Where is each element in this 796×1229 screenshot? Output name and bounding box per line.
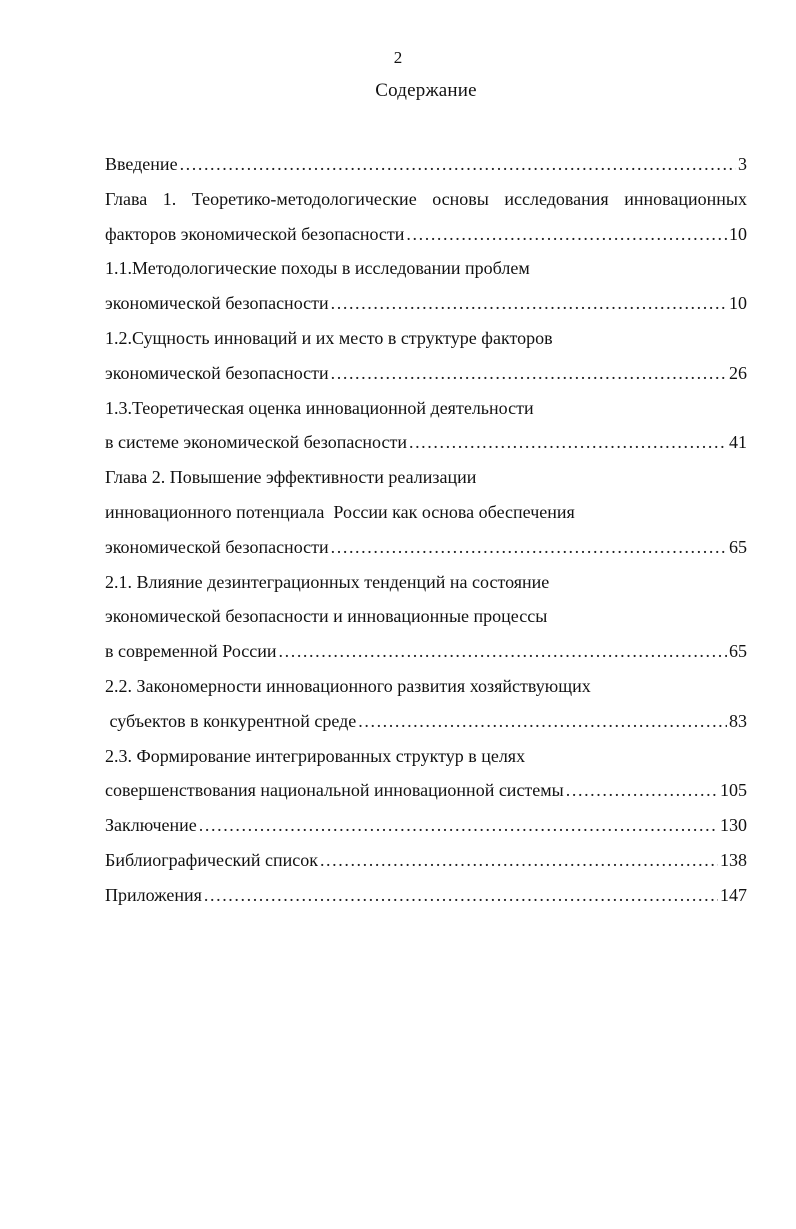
toc-entry-2-1-heading-cont: [105, 599, 747, 634]
toc-entry-appendices[interactable]: [105, 878, 747, 913]
toc-entry-chapter-1[interactable]: [105, 217, 747, 252]
toc-entry-text: факторов экономической безопасности: [105, 223, 405, 244]
toc-entry-text: 2.1. Влияние дезинтеграционных тенденций на состояние: [105, 571, 550, 592]
leader-dots: [566, 773, 718, 808]
toc-entry-1-3-heading: [105, 391, 747, 426]
toc-entry-text: субъектов в конкурентной среде: [105, 710, 357, 731]
toc-entry-text: 1.1.Методологические походы в исследовании проблем: [105, 258, 530, 279]
toc-entry-text: экономической безопасности и инновационные процессы: [105, 606, 548, 627]
toc-entry-2-1[interactable]: [105, 634, 747, 669]
toc-entry-text: экономической безопасности: [105, 362, 329, 383]
toc-word: исследования: [504, 188, 609, 209]
toc-entry-1-2[interactable]: [105, 356, 747, 391]
leader-dots: [204, 878, 718, 913]
toc-page-number: 65: [729, 536, 747, 557]
toc-entry-text: в системе экономической безопасности: [105, 432, 407, 453]
toc-page-number: 130: [720, 815, 747, 836]
leader-dots: [331, 530, 727, 565]
toc-entry-text: инновационного потенциала России как основа обеспечения: [105, 501, 575, 522]
leader-dots: [358, 704, 727, 739]
toc-page-number: 10: [729, 223, 747, 244]
leader-dots: [180, 147, 736, 182]
toc-page-number: 105: [720, 780, 747, 801]
toc-entry-2-1-heading: [105, 565, 747, 600]
toc-entry-text: Введение: [105, 154, 178, 174]
toc-entry-text: Глава 2. Повышение эффективности реализации: [105, 467, 477, 488]
toc-entry-2-2-heading: [105, 669, 747, 704]
toc-entry-text: 1.3.Теоретическая оценка инновационной деятельности: [105, 397, 534, 418]
toc-entry-chapter-1-heading[interactable]: [105, 182, 747, 217]
leader-dots: [279, 634, 727, 669]
toc-entry-bibliography[interactable]: [105, 843, 747, 878]
toc-entry-text: экономической безопасности: [105, 536, 329, 557]
toc-page-number: 3: [738, 154, 747, 174]
toc-word: Глава: [105, 188, 148, 209]
leader-dots: [409, 425, 727, 460]
table-of-contents: [105, 147, 747, 913]
page-title: Содержание: [375, 80, 477, 101]
toc-page-number: 65: [729, 641, 747, 662]
toc-entry-text: Библиографический список: [105, 849, 318, 870]
toc-entry-text: 2.2. Закономерности инновационного развития хозяйствующих: [105, 675, 591, 696]
toc-entry-introduction[interactable]: [105, 147, 747, 182]
toc-entry-text: 2.3. Формирование интегрированных структур в целях: [105, 745, 526, 766]
page-number: 2: [393, 48, 403, 67]
toc-word: 1.: [162, 188, 177, 209]
toc-entry-2-2[interactable]: [105, 704, 747, 739]
toc-entry-text: 1.2.Сущность инноваций и их место в структуре факторов: [105, 327, 553, 348]
toc-entry-text: Приложения: [105, 884, 202, 905]
toc-entry-2-3-heading: [105, 739, 747, 774]
toc-entry-text: совершенствования национальной инновационной системы: [105, 780, 564, 801]
leader-dots: [331, 356, 727, 391]
toc-entry-text: Заключение: [105, 815, 197, 836]
toc-entry-conclusion[interactable]: [105, 808, 747, 843]
toc-entry-chapter-2-heading: [105, 460, 747, 495]
toc-entry-chapter-2[interactable]: [105, 530, 747, 565]
leader-dots: [320, 843, 718, 878]
toc-entry-1-1[interactable]: [105, 286, 747, 321]
toc-page-number: 10: [729, 293, 747, 314]
toc-page-number: 138: [720, 849, 747, 870]
toc-entry-text: экономической безопасности: [105, 293, 329, 314]
toc-entry-1-2-heading: [105, 321, 747, 356]
leader-dots: [331, 286, 727, 321]
toc-entry-1-3[interactable]: [105, 425, 747, 460]
toc-page-number: 41: [729, 432, 747, 453]
toc-entry-text: в современной России: [105, 641, 277, 662]
toc-word: основы: [432, 188, 489, 209]
toc-entry-1-1-heading: [105, 251, 747, 286]
toc-word: Теоретико-методологические: [191, 188, 417, 209]
toc-page-number: 26: [729, 362, 747, 383]
toc-entry-2-3[interactable]: [105, 773, 747, 808]
leader-dots: [406, 217, 727, 252]
toc-page-number: 83: [729, 710, 747, 731]
toc-page-number: 147: [720, 884, 747, 905]
toc-word: инновационных: [624, 188, 747, 209]
toc-entry-chapter-2-heading-cont: [105, 495, 747, 530]
leader-dots: [199, 808, 718, 843]
